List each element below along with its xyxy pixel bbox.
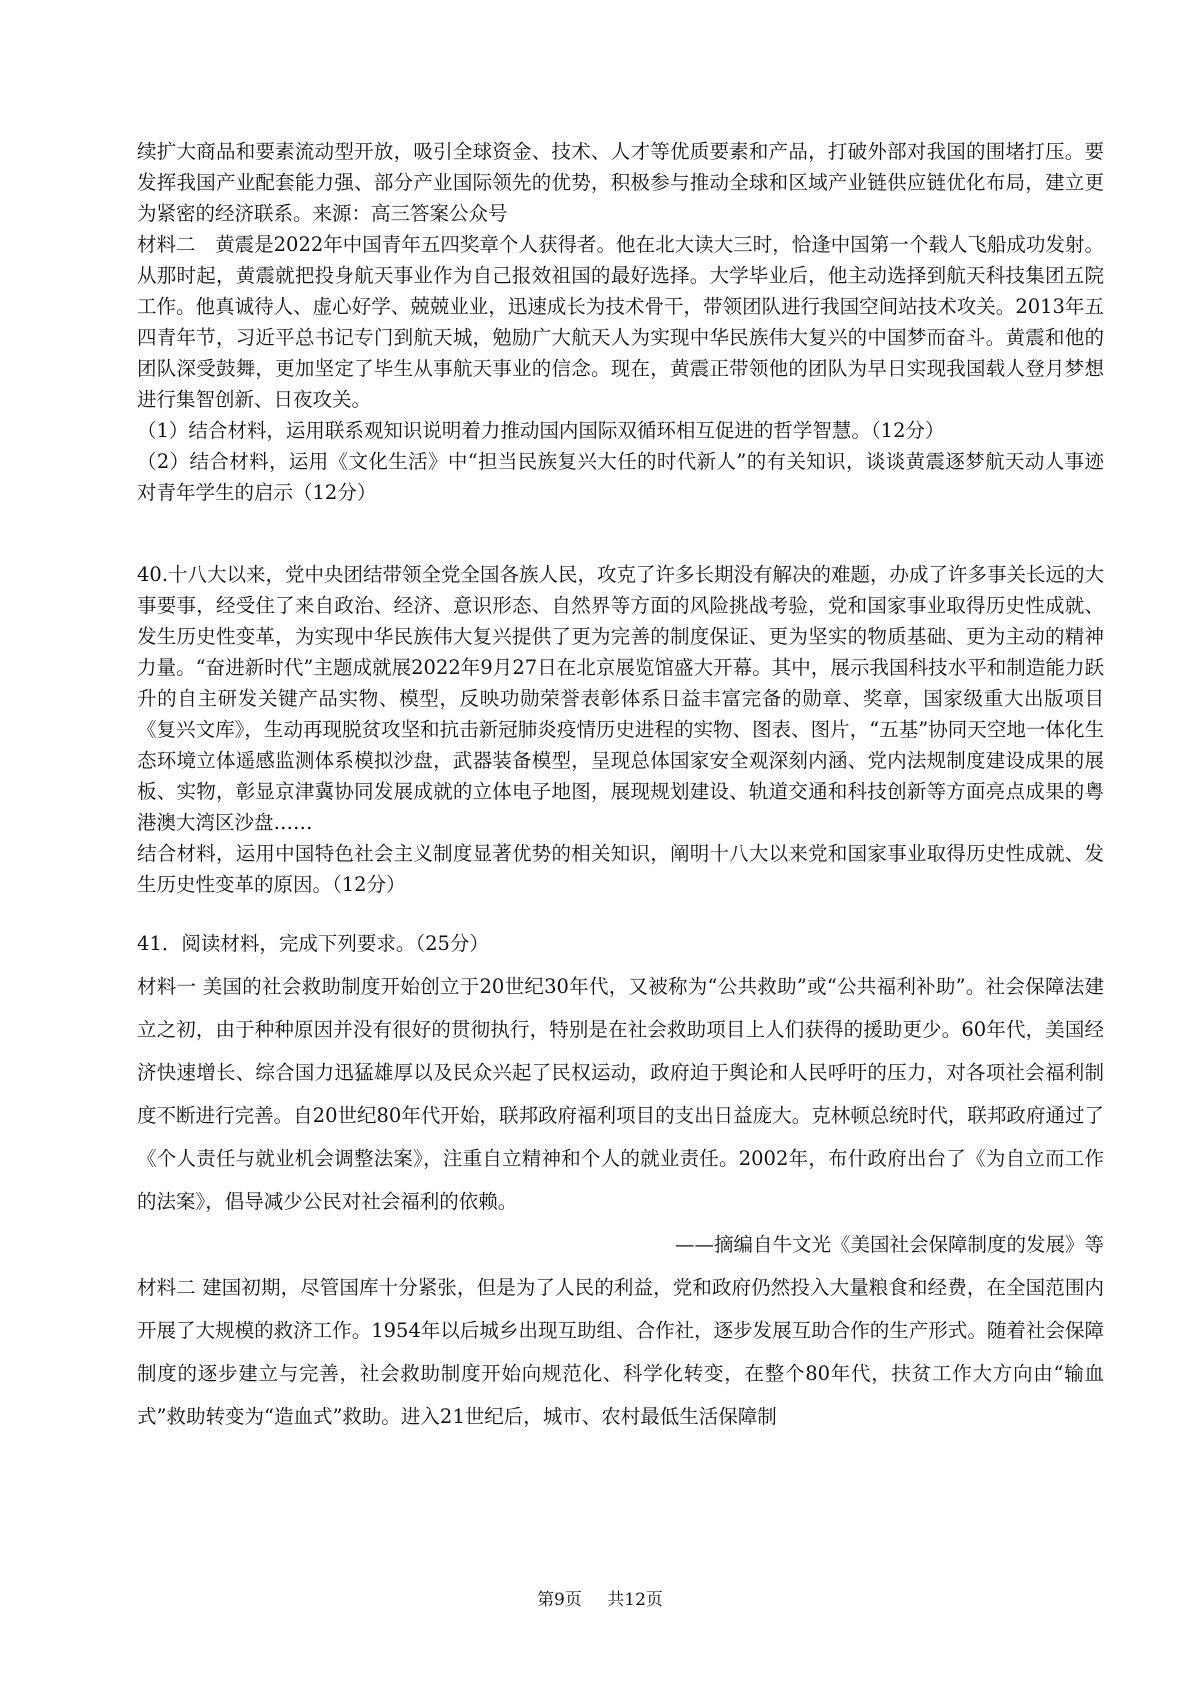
question-40-material: 40.十八大以来，党中央团结带领全党全国各族人民，攻克了许多长期没有解决的难题，办成了许多事关长远的大事要事，经受住了来自政治、经济、意识形态、自然界等方面的风险挑战考验，党和国家事业取得历史性成就、发生历史性变革，为实现中华民族伟大复兴提供了更为完善的制度保证、更为坚实的物质基础、更为主动的精神力量。“奋进新时代”主题成就展2022年9月27日在北京展览馆盛大开幕。其中，展示我国科技水平和制造能力跃升的自主研发关键产品实物、模型，反映功勋荣誉表彰体系日益丰富完备的勋章、奖章，国家级重大出版项目《复兴文库》，生动再现脱贫攻坚和抗击新冠肺炎疫情历史进程的实物、图表、图片，“五基”协同天空地一体化生态环境立体遥感监测体系模拟沙盘，武器装备模型，呈现总体国家安全观深刻内涵、党内法规制度建设成果的展板、实物，彰显京津冀协同发展成就的立体电子地图，展现规划建设、轨道交通和科技创新等方面亮点成果的粤港澳大湾区沙盘……	[137, 563, 1105, 834]
question-39-2: （2）结合材料，运用《文化生活》中“担当民族复兴大任的时代新人”的有关知识，谈谈黄震逐梦航天动人事迹对青年学生的启示（12分）	[137, 450, 1104, 504]
question-41-heading: 41．阅读材料，完成下列要求。（25分）	[137, 932, 489, 955]
question-40	[137, 559, 1104, 900]
page-footer	[0, 1585, 1200, 1610]
question-41-material-2: 材料二 建国初期，尽管国库十分紧张，但是为了人民的利益，党和政府仍然投入大量粮食和经费，在全国范围内开展了大规模的救济工作。1954年以后城乡出现互助组、合作社，逐步发展互助合作的生产形式。随着社会保障制度的逐步建立与完善，社会救助制度开始向规范化、科学化转变，在整个80年代，扶贫工作大方向由“输血式”救助转变为“造血式”救助。进入21世纪后，城市、农村最低生活保障制	[137, 1276, 1104, 1428]
paragraph-material-2-huangzhen: 材料二 黄震是2022年中国青年五四奖章个人获得者。他在北大读大三时，恰逢中国第一个载人飞船成功发射。从那时起，黄震就把投身航天事业作为自己报效祖国的最好选择。大学毕业后，他主动选择到航天科技集团五院工作。他真诚待人、虚心好学、兢兢业业，迅速成长为技术骨干，带领团队进行我国空间站技术攻关。2013年五四青年节，习近平总书记专门到航天城，勉励广大航天人为实现中华民族伟大复兴的中国梦而奋斗。黄震和他的团队深受鼓舞，更加坚定了毕生从事航天事业的信念。现在，黄震正带领他的团队为早日实现我国载人登月梦想进行集智创新、日夜攻关。	[137, 233, 1104, 411]
question-41-source-1: ——摘编自牛文光《美国社会保障制度的发展》等	[674, 1233, 1104, 1256]
question-41	[137, 922, 1104, 1438]
question-40-prompt: 结合材料，运用中国特色社会主义制度显著优势的相关知识，阐明十八大以来党和国家事业取得历史性成就、发生历史性变革的原因。（12分）	[137, 842, 1104, 896]
page-total: 共12页	[607, 1590, 663, 1610]
question-39-1: （1）结合材料，运用联系观知识说明着力推动国内国际双循环相互促进的哲学智慧。（12分）	[137, 419, 945, 442]
question-41-material-1: 材料一 美国的社会救助制度开始创立于20世纪30年代，又被称为“公共救助”或“公共福利补助”。社会保障法建立之初，由于种种原因并没有很好的贯彻执行，特别是在社会救助项目上人们获得的援助更少。60年代，美国经济快速增长、综合国力迅猛雄厚以及民众兴起了民权运动，政府迫于舆论和人民呼吁的压力，对各项社会福利制度不断进行完善。自20世纪80年代开始，联邦政府福利项目的支出日益庞大。克林顿总统时代，联邦政府通过了《个人责任与就业机会调整法案》，注重自立精神和个人的就业责任。2002年，布什政府出台了《为自立而工作的法案》，倡导减少公民对社会福利的依赖。	[137, 975, 1104, 1213]
paragraph-continued: 续扩大商品和要素流动型开放，吸引全球资金、技术、人才等优质要素和产品，打破外部对我国的围堵打压。要发挥我国产业配套能力强、部分产业国际领先的优势，积极参与推动全球和区域产业链供应链优化布局，建立更为紧密的经济联系。来源：高三答案公众号	[137, 140, 1104, 225]
top-section	[137, 136, 1104, 508]
page-number: 第9页	[537, 1590, 582, 1610]
